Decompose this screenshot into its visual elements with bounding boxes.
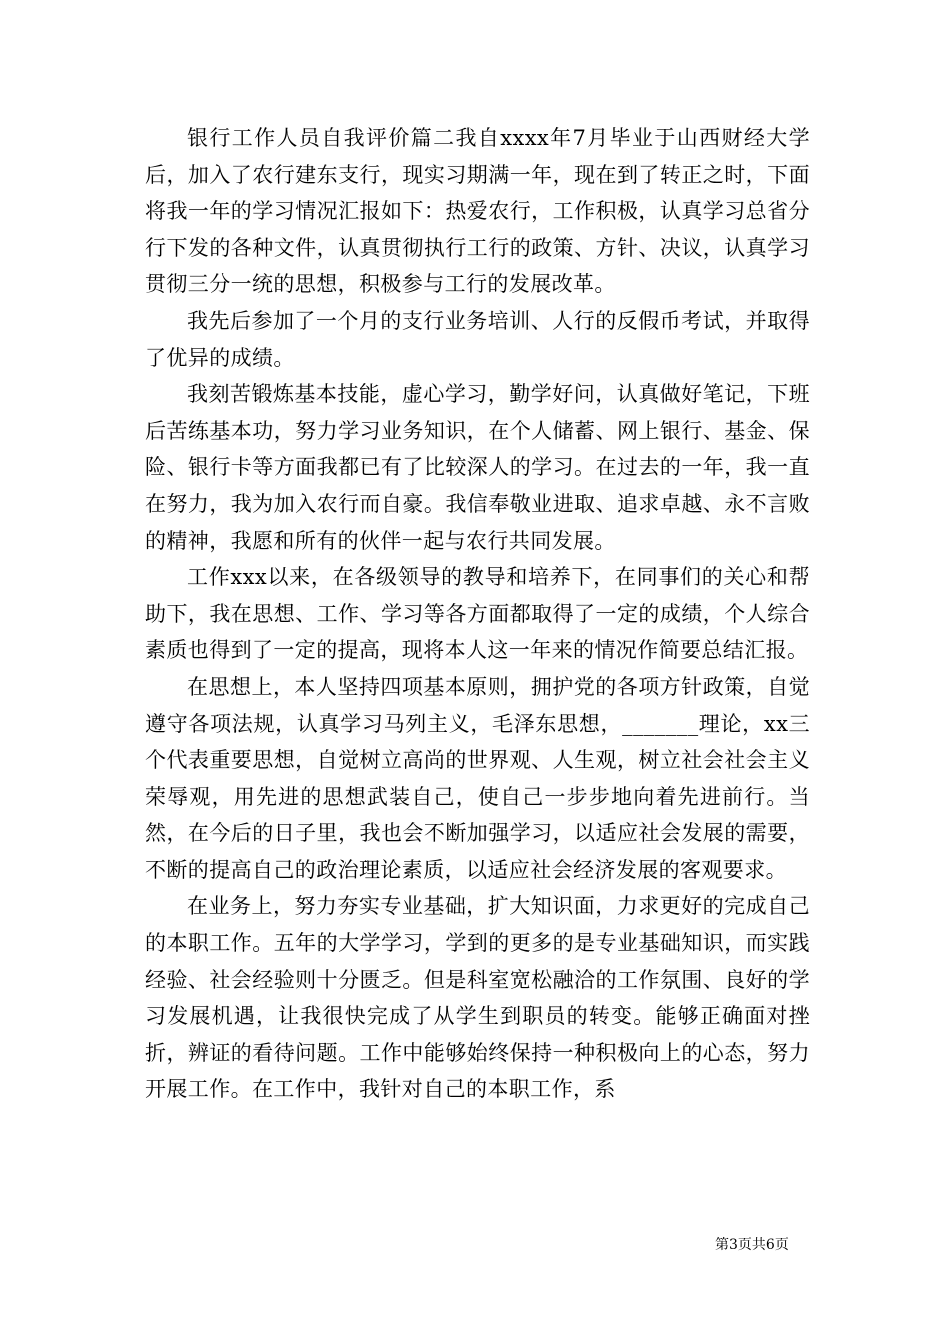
document-body (145, 120, 810, 1108)
paragraph-training: 我先后参加了一个月的支行业务培训、人行的反假币考试，并取得了优异的成绩。 (145, 308, 810, 370)
page-number-footer: 第3页共6页 (715, 1237, 789, 1253)
paragraph-skills: 我刻苦锻炼基本技能，虚心学习，勤学好问，认真做好笔记，下班后苦练基本功，努力学习业务知识，在个人储蓄、网上银行、基金、保险、银行卡等方面我都已有了比较深人的学习。在过去的一年，我一直在努力，我为加入农行而自豪。我信奉敬业进取、追求卓越、永不言败的精神，我愿和所有的伙伴一起与农行共同发展。 (145, 382, 810, 553)
paragraph-self-evaluation-intro: 银行工作人员自我评价篇二我自xxxx年7月毕业于山西财经大学后，加入了农行建东支行，现实习期满一年，现在到了转正之时，下面将我一年的学习情况汇报如下：热爱农行，工作积极，认真学习总省分行下发的各种文件，认真贯彻执行工行的政策、方针、决议，认真学习贯彻三分一统的思想，积极参与工行的发展改革。 (145, 126, 810, 297)
paragraph-ideology: 在思想上，本人坚持四项基本原则，拥护党的各项方针政策，自觉遵守各项法规，认真学习马列主义，毛泽东思想，_______理论，xx三个代表重要思想，自觉树立高尚的世界观、人生观，树立社会社会主义荣辱观，用先进的思想武装自己，使自己一步步地向着先进前行。当然，在今后的日子里，我也会不断加强学习，以适应社会发展的需要，不断的提高自己的政治理论素质，以适应社会经济发展的客观要求。 (145, 674, 810, 882)
paragraph-business: 在业务上，努力夯实专业基础，扩大知识面，力求更好的完成自己的本职工作。五年的大学学习，学到的更多的是专业基础知识，而实践经验、社会经验则十分匮乏。但是科室宽松融洽的工作氛围、良好的学习发展机遇，让我很快完成了从学生到职员的转变。能够正确面对挫折，辨证的看待问题。工作中能够始终保持一种积极向上的心态，努力开展工作。在工作中，我针对自己的本职工作，系 (145, 894, 810, 1102)
paragraph-work-summary: 工作xxx以来，在各级领导的教导和培养下，在同事们的关心和帮助下，我在思想、工作、学习等各方面都取得了一定的成绩，个人综合素质也得到了一定的提高，现将本人这一年来的情况作简要总结汇报。 (145, 565, 810, 663)
